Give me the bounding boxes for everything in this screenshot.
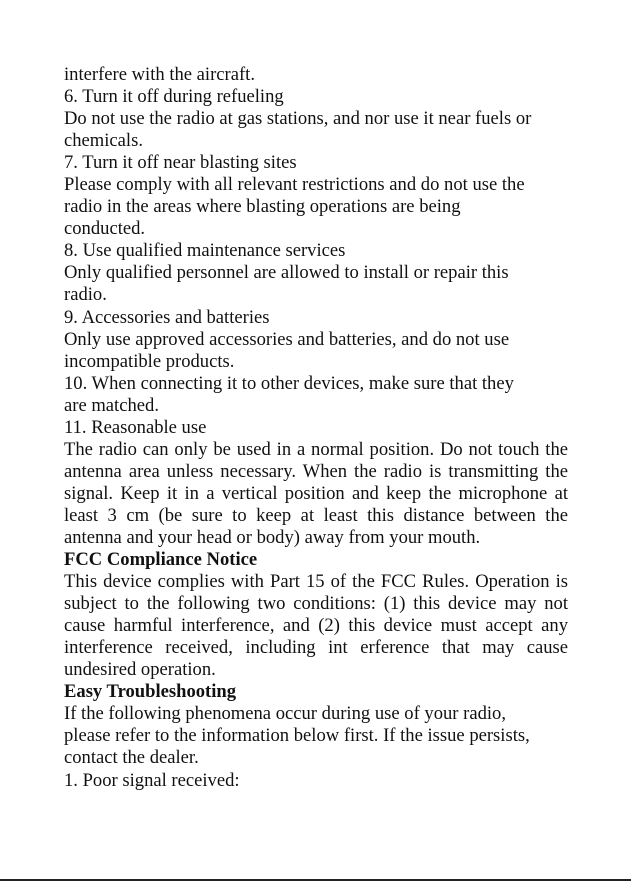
section-heading-reasonable-use: 11. Reasonable use	[64, 416, 207, 438]
section-heading-connecting: 10. When connecting it to other devices, make sure that they	[64, 372, 514, 394]
text-line: If the following phenomena occur during use of your radio,	[64, 703, 506, 725]
section-heading-maintenance: 8. Use qualified maintenance services	[64, 240, 346, 262]
section-heading-refueling: 6. Turn it off during refueling	[64, 86, 284, 108]
troubleshooting-item-poor-signal: 1. Poor signal received:	[64, 769, 240, 791]
text-line: radio.	[64, 284, 107, 306]
text-line: Do not use the radio at gas stations, and nor use it near fuels or	[64, 108, 532, 130]
text-line: are matched.	[64, 394, 159, 416]
section-heading-blasting: 7. Turn it off near blasting sites	[64, 152, 297, 174]
section-heading-accessories: 9. Accessories and batteries	[64, 306, 270, 328]
text-line: please refer to the information below first. If the issue persists,	[64, 725, 530, 747]
text-line: interfere with the aircraft.	[64, 64, 255, 85]
text-line: conducted.	[64, 218, 146, 240]
text-line: Only qualified personnel are allowed to install or repair this	[64, 262, 509, 284]
text-line: incompatible products.	[64, 350, 235, 372]
text-line: radio in the areas where blasting operations are being	[64, 196, 461, 218]
fcc-paragraph: This device complies with Part 15 of the FCC Rules. Operation is subject to the following two conditions: (1) this device may not cause harmful interference, and (2) this device must accept any interference received, including int erference that may cause undesired operation.	[64, 571, 568, 681]
text-line: chemicals.	[64, 130, 143, 152]
fcc-heading: FCC Compliance Notice	[64, 549, 258, 571]
manual-page	[64, 64, 568, 792]
text-line: Please comply with all relevant restrictions and do not use the	[64, 174, 525, 196]
text-line: Only use approved accessories and batteries, and do not use	[64, 328, 510, 350]
troubleshooting-heading: Easy Troubleshooting	[64, 681, 237, 703]
page-bottom-rule	[0, 879, 631, 881]
text-line: contact the dealer.	[64, 747, 199, 769]
reasonable-use-paragraph: The radio can only be used in a normal position. Do not touch the antenna area unless necessary. When the radio is transmitting the signal. Keep it in a vertical position and keep the microphone at least 3 cm (be sure to keep at least this distance between the antenna and your head or body) away from your mouth.	[64, 438, 568, 548]
